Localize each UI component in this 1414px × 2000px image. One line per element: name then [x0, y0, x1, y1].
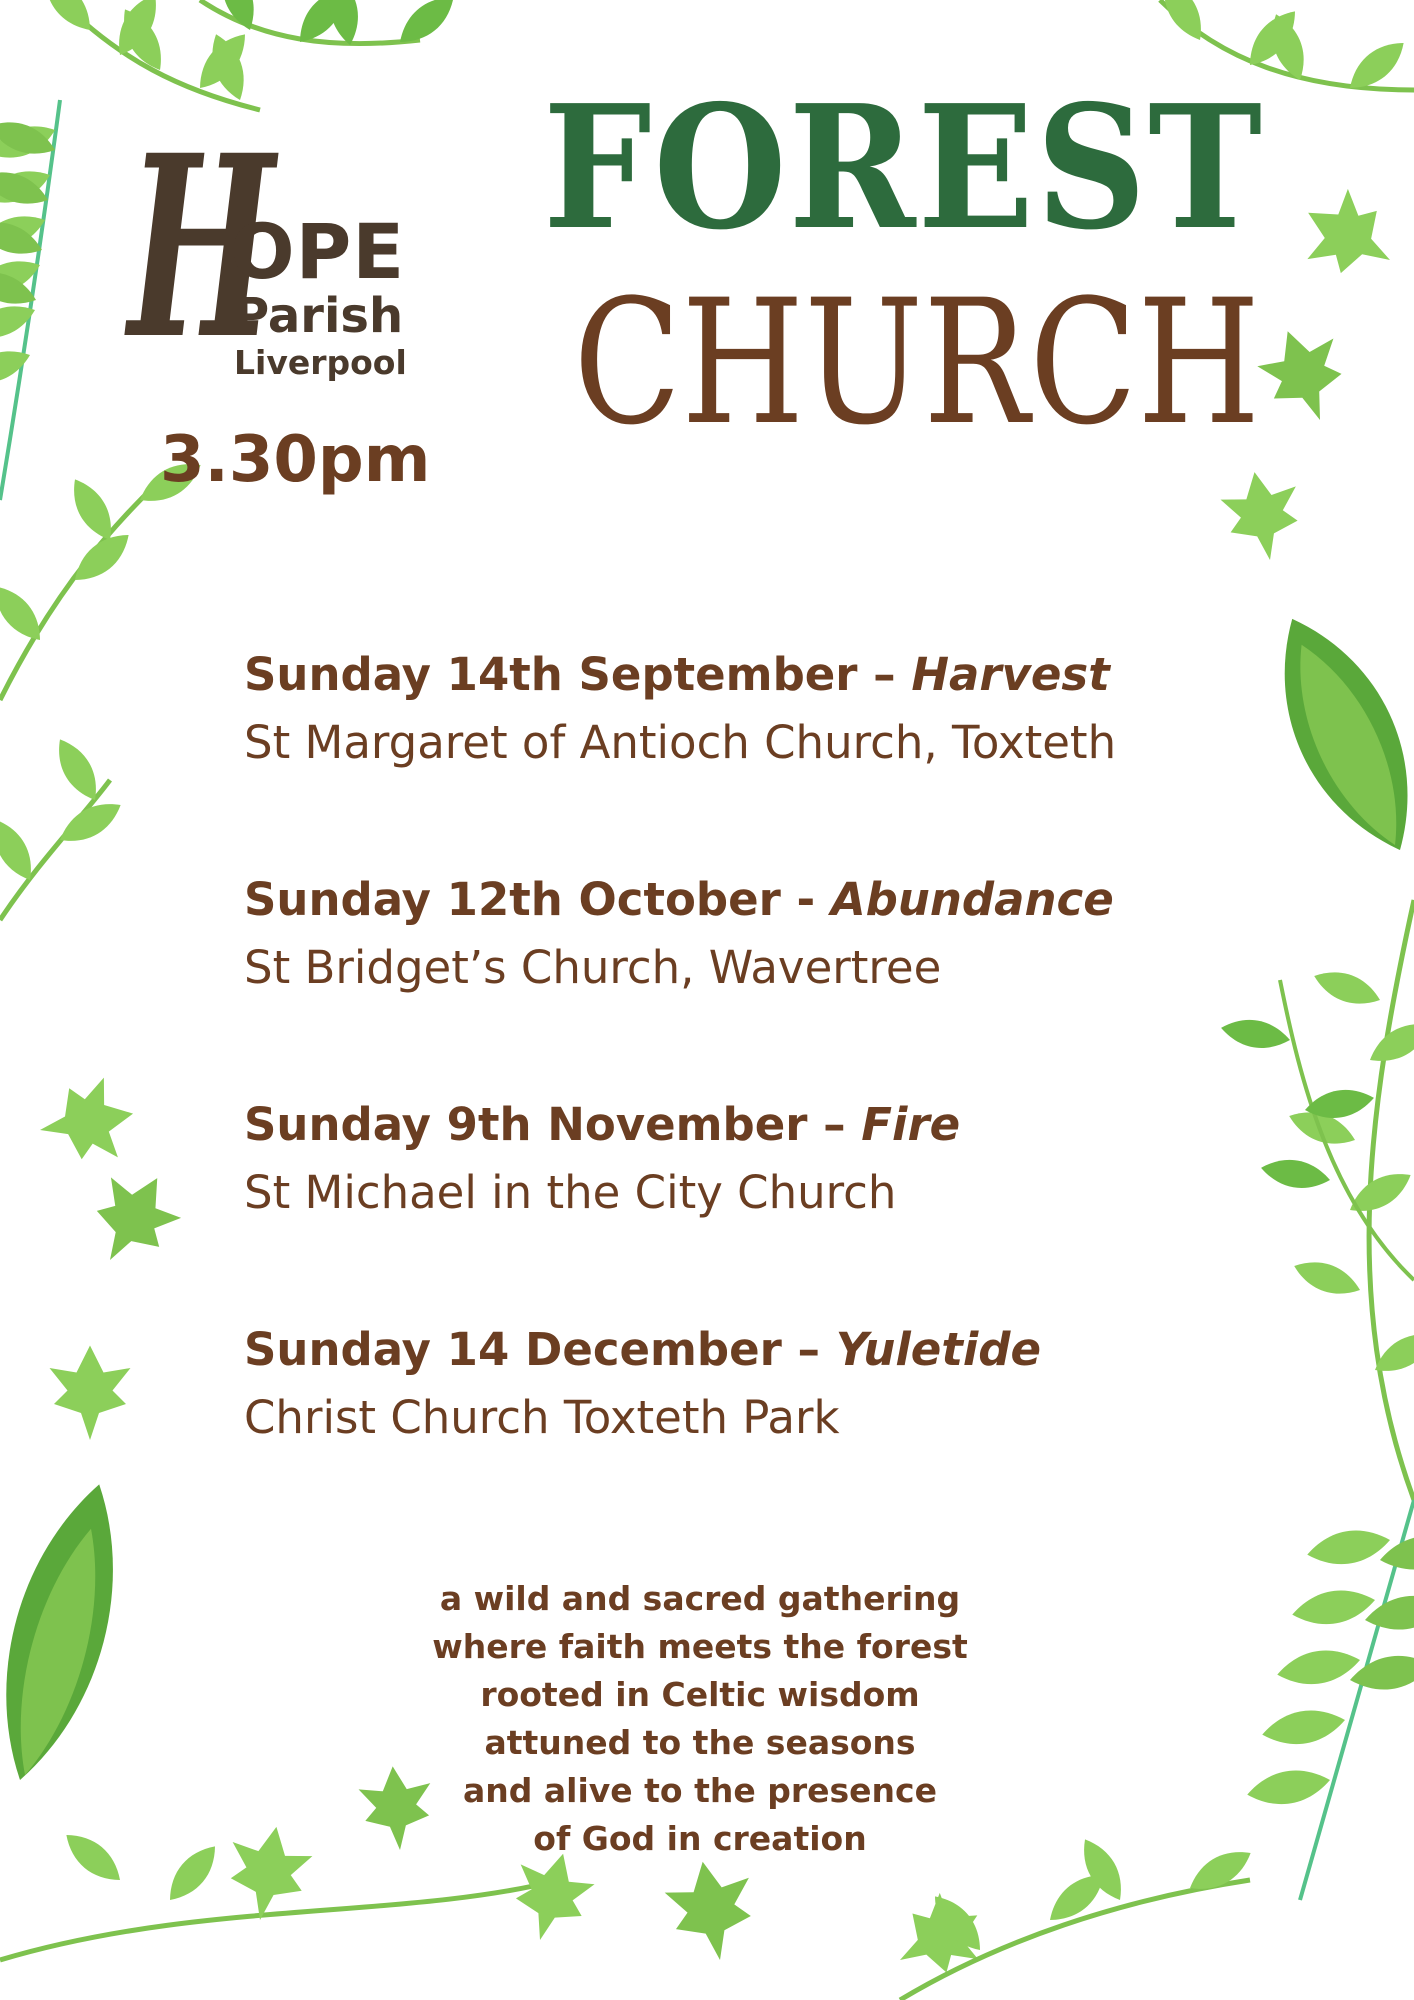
event-item: [244, 645, 1244, 870]
logo-ope: OPE: [230, 207, 406, 296]
tagline-line: and alive to the presence: [463, 1771, 937, 1810]
event-separator: –: [857, 648, 912, 701]
title-church: CHURCH: [573, 262, 1261, 463]
event-separator: -: [780, 873, 831, 926]
event-item: [244, 870, 1244, 1095]
logo-parish: Parish: [234, 288, 404, 344]
event-heading: [244, 1320, 1244, 1380]
logo-letter-h: H: [128, 100, 275, 394]
event-location: St Bridget’s Church, Wavertree: [244, 941, 942, 994]
tagline-line: of God in creation: [533, 1819, 867, 1858]
event-list: [244, 645, 1244, 1545]
event-item: [244, 1095, 1244, 1320]
tagline-line: a wild and sacred gathering: [439, 1579, 961, 1618]
title-forest: FOREST: [543, 68, 1264, 268]
event-heading: [244, 870, 1244, 930]
tagline-line: attuned to the seasons: [484, 1723, 916, 1762]
event-theme: Abundance: [830, 873, 1114, 926]
event-date: Sunday 9th November: [244, 1098, 808, 1151]
event-heading: [244, 1095, 1244, 1155]
event-theme: Fire: [861, 1098, 961, 1151]
event-theme: Yuletide: [835, 1323, 1041, 1376]
event-separator: –: [781, 1323, 836, 1376]
event-location: St Margaret of Antioch Church, Toxteth: [244, 716, 1117, 769]
event-date: Sunday 14th September: [244, 648, 858, 701]
event-location: St Michael in the City Church: [244, 1166, 897, 1219]
event-location: Christ Church Toxteth Park: [244, 1391, 840, 1444]
event-date: Sunday 12th October: [244, 873, 781, 926]
hope-parish-logo: [128, 100, 428, 422]
event-separator: –: [807, 1098, 862, 1151]
event-date: Sunday 14 December: [244, 1323, 782, 1376]
event-item: [244, 1320, 1244, 1545]
logo-liverpool: Liverpool: [234, 343, 407, 382]
start-time: 3.30pm: [160, 423, 431, 497]
event-theme: Harvest: [911, 648, 1110, 701]
tagline-line: rooted in Celtic wisdom: [480, 1675, 920, 1714]
tagline: [380, 1575, 1020, 1863]
event-heading: [244, 645, 1244, 705]
tagline-line: where faith meets the forest: [432, 1627, 968, 1666]
